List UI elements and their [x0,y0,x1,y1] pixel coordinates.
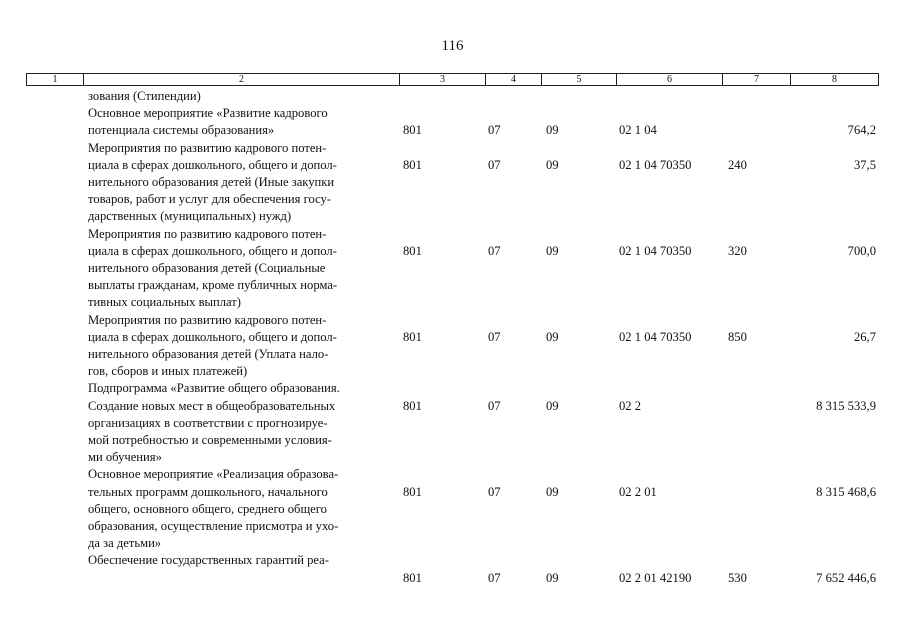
row-description [88,105,400,139]
admin-code-cell: 801 [403,398,422,413]
admin-code-cell: 801 [403,570,422,585]
subsection-cell: 09 [546,123,559,138]
description-line: Создание новых мест в общеобразовательных [88,398,336,413]
amount-cell: 700,0 [847,243,876,258]
table-row [26,226,879,312]
description-line: образования, осуществление присмотра и ухо- [88,518,339,533]
description-line: Основное мероприятие «Реализация образова- [88,467,339,482]
row-description [88,140,400,226]
description-line: зования (Стипендии) [88,89,201,103]
target-article-cell: 02 2 [619,398,642,413]
subsection-cell: 09 [546,243,559,258]
row-description [88,226,400,312]
description-line: потенциала системы образования» [88,123,275,138]
admin-code-cell: 801 [403,243,422,258]
section-cell: 07 [488,123,501,138]
table-row [26,105,879,139]
section-cell: 07 [488,243,501,258]
column-number-6: 6 [667,74,672,85]
table-row [26,140,879,226]
subsection-cell: 09 [546,329,559,344]
description-line: Основное мероприятие «Развитие кадрового [88,106,328,121]
admin-code-cell: 801 [403,484,422,499]
description-line: нительного образования детей (Уплата нало- [88,346,329,361]
subsection-cell: 09 [546,398,559,413]
admin-code-cell: 801 [403,123,422,138]
table-row [26,312,879,381]
amount-cell: 7 652 446,6 [816,570,876,585]
description-line: ми обучения» [88,450,162,465]
table-row [26,466,879,552]
section-cell: 07 [488,329,501,344]
table-row [26,88,879,105]
subsection-cell: 09 [546,570,559,585]
description-line: Обеспечение государственных гарантий реа- [88,553,329,568]
column-number-2: 2 [239,74,244,85]
target-article-cell: 02 2 01 [619,484,657,499]
section-cell: 07 [488,570,501,585]
description-line: да за детьми» [88,536,162,551]
target-article-cell: 02 1 04 [619,123,657,138]
description-line: мой потребностью и современными условия- [88,432,332,447]
amount-cell: 37,5 [853,157,876,172]
column-number-4: 4 [511,74,516,85]
target-article-cell: 02 1 04 70350 [619,157,692,172]
amount-cell: 8 315 533,9 [816,398,876,413]
column-number-1: 1 [52,74,58,85]
description-line: общего, основного общего, среднего общего [88,501,327,516]
table-row [26,380,879,466]
description-line: дарственных (муниципальных) нужд) [88,209,292,224]
expense-type-cell: 320 [728,243,747,258]
page-number: 116 [441,38,464,54]
description-line: нительного образования детей (Иные закупки [88,174,335,189]
description-line: Мероприятия по развитию кадрового потен- [88,312,327,327]
subsection-cell: 09 [546,157,559,172]
target-article-cell: 02 1 04 70350 [619,329,692,344]
description-line: товаров, работ и услуг для обеспечения госу- [88,192,331,207]
description-line: циала в сферах дошкольного, общего и допол- [88,329,337,344]
column-number-5: 5 [576,74,582,85]
description-line: Мероприятия по развитию кадрового потен- [88,140,327,155]
admin-code-cell: 801 [403,157,422,172]
row-description [88,312,400,381]
target-article-cell: 02 2 01 42190 [619,570,692,585]
column-number-8: 8 [832,74,837,85]
expense-type-cell: 530 [728,570,747,585]
column-number-header [26,73,879,86]
subsection-cell: 09 [546,484,559,499]
row-description [88,466,400,552]
table-body [26,88,879,585]
amount-cell: 764,2 [847,123,876,138]
description-line: Мероприятия по развитию кадрового потен- [88,226,327,241]
target-article-cell: 02 1 04 70350 [619,243,692,258]
row-description [88,88,400,105]
row-description [88,380,400,466]
section-cell: 07 [488,157,501,172]
table-row [26,552,879,585]
column-number-7: 7 [754,74,759,85]
amount-cell: 26,7 [853,329,876,344]
description-line: тивных социальных выплат) [88,295,241,310]
expense-type-cell: 240 [728,157,747,172]
description-line: циала в сферах дошкольного, общего и допол- [88,243,337,258]
row-description [88,552,400,569]
description-line: гов, сборов и иных платежей) [88,364,248,379]
description-line: Подпрограмма «Развитие общего образования. [88,381,340,396]
expense-type-cell: 850 [728,329,747,344]
amount-cell: 8 315 468,6 [816,484,876,499]
description-line: тельных программ дошкольного, начального [88,484,328,499]
section-cell: 07 [488,398,501,413]
description-line: выплаты гражданам, кроме публичных норма- [88,278,338,293]
description-line: организациях в соответствии с прогнозируе- [88,415,328,430]
description-line: циала в сферах дошкольного, общего и допол- [88,157,337,172]
admin-code-cell: 801 [403,329,422,344]
description-line: нительного образования детей (Социальные [88,260,326,275]
column-number-3: 3 [440,74,445,85]
section-cell: 07 [488,484,501,499]
